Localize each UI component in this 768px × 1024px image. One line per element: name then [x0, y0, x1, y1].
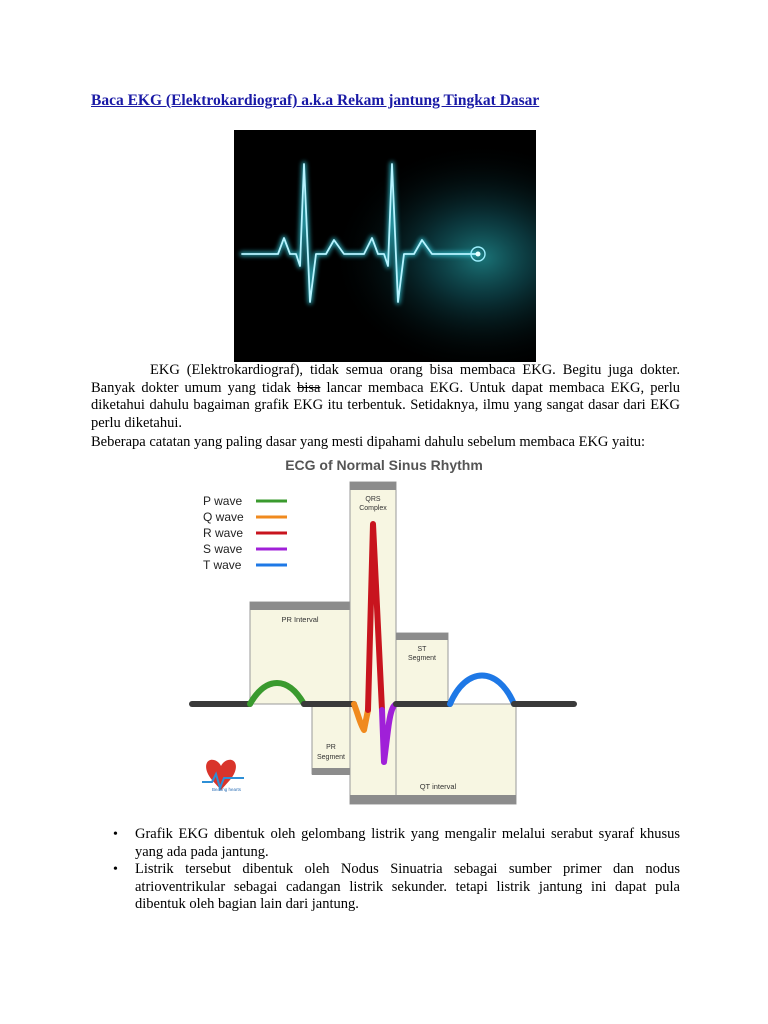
- pr-segment-box: [312, 704, 350, 775]
- qt-interval-label: QT interval: [419, 782, 457, 791]
- beating-hearts-logo: [202, 760, 244, 792]
- legend-t-label: T wave: [203, 558, 242, 572]
- legend-s-label: S wave: [203, 542, 243, 556]
- bullet-icon: •: [113, 862, 118, 877]
- legend-q-label: Q wave: [203, 510, 244, 524]
- st-label-line1: ST: [417, 646, 427, 653]
- pr-segment-label-line2: Segment: [316, 754, 346, 761]
- intro-paragraph: EKG (Elektrokardiograf), tidak semua orang bisa membaca EKG. Begitu juga dokter. Banyak dokter umum yang tidak bisa lancar membaca EKG. Untuk dapat membaca EKG, perlu diketahui dahulu bagaiman grafik EKG itu terbentuk. Setidaknya, ilmu yang sangat dasar dari EKG perlu diketahui.: [91, 362, 680, 431]
- t-wave: [450, 676, 514, 705]
- legend: [203, 494, 287, 572]
- legend-p-label: P wave: [203, 494, 243, 508]
- notes-list: [91, 826, 680, 914]
- diagram-title: ECG of Normal Sinus Rhythm: [285, 457, 483, 473]
- st-label-line2: Segment: [407, 655, 437, 662]
- bullet-icon: •: [113, 827, 118, 842]
- page-title[interactable]: Baca EKG (Elektrokardiograf) a.k.a Rekam jantung Tingkat Dasar: [91, 92, 540, 109]
- logo-text: Beating hearts: [212, 787, 242, 792]
- qrs-label-line1: QRS: [365, 496, 381, 503]
- ekg-monitor-image: [234, 130, 536, 362]
- notes-intro-paragraph: Beberapa catatan yang paling dasar yang mesti dipahami dahulu sebelum membaca EKG yaitu:: [91, 434, 646, 450]
- qrs-label-line2: Complex: [359, 505, 387, 512]
- legend-r-label: R wave: [203, 526, 244, 540]
- st-segment-box: [396, 633, 448, 704]
- list-item: • Listrik tersebut dibentuk oleh Nodus Sinuatria sebagai sumber primer dan nodus atrioventrikular sebagai cadangan listrik sekunder. tetapi listrik jantung ini dapat pula dibentuk oleh bagian lain dari jantung.: [113, 861, 680, 912]
- ecg-normal-sinus-diagram: [188, 452, 580, 807]
- pr-segment-label-line1: PR: [326, 744, 336, 751]
- struck-word: bisa: [297, 379, 321, 396]
- list-item: • Grafik EKG dibentuk oleh gelombang listrik yang mengalir melalui serabut syaraf khusus yang ada pada jantung.: [113, 826, 680, 860]
- pr-interval-label: PR Interval: [281, 615, 319, 624]
